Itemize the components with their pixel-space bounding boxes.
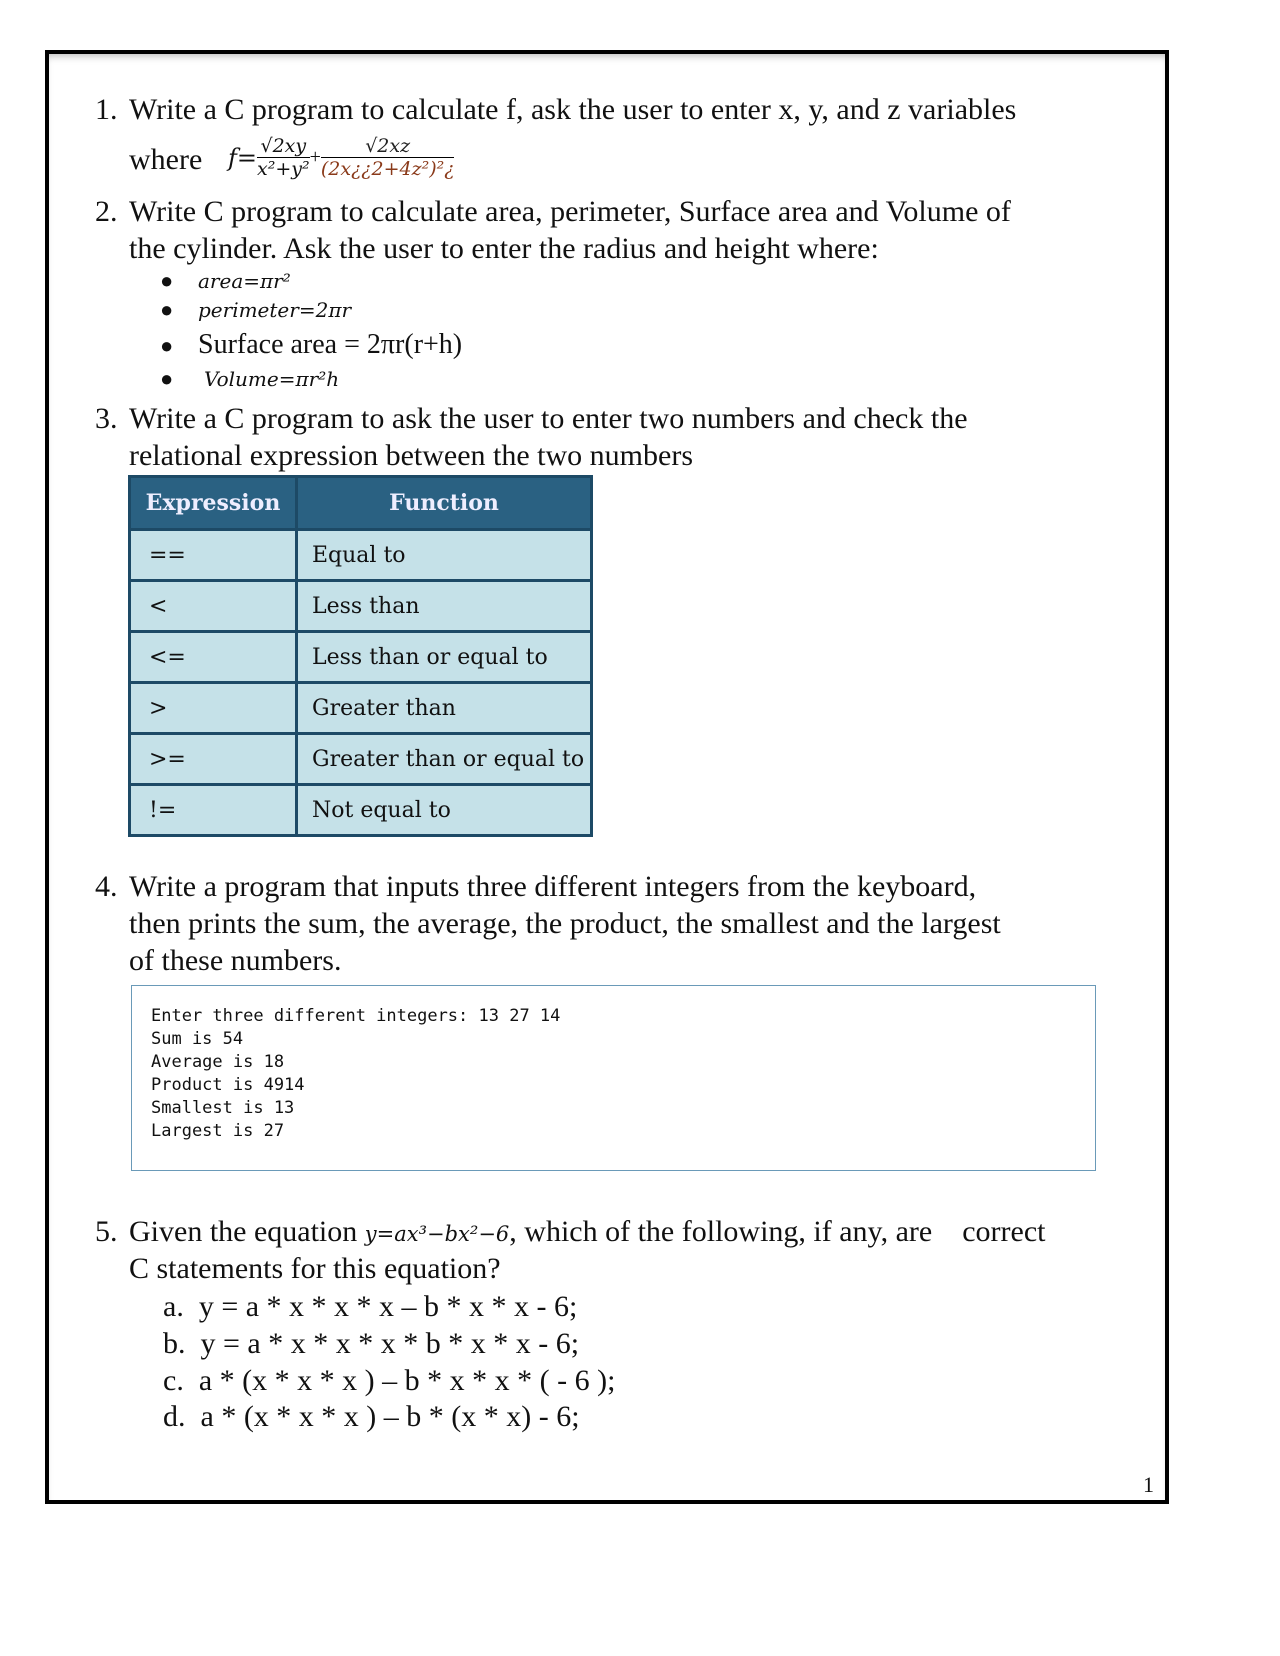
sample-output-box: [131, 985, 1096, 1171]
output-line: Product is 4914: [151, 1075, 305, 1095]
cell-expression: <: [130, 581, 297, 632]
table-row: [130, 632, 592, 683]
q1-formula: f= $\frac{√2xy}{\text{x²+y²}}$ + $\frac{√2xz}{\text{(2x¿¿2+4z²)²¿}}$: [228, 135, 455, 180]
option-d: d. a * (x * x * x ) – b * (x * x) - 6;: [163, 1400, 580, 1433]
cell-function: Less than or equal to: [297, 632, 592, 683]
q1-where: where: [129, 143, 203, 176]
option-c: c. a * (x * x * x ) – b * x * x * ( - 6 );: [163, 1364, 616, 1397]
cell-function: Not equal to: [297, 785, 592, 836]
output-line: Smallest is 13: [151, 1098, 295, 1118]
q3-line1: 3. Write a C program to ask the user to enter two numbers and check the: [95, 402, 968, 435]
output-line: Average is 18: [151, 1052, 285, 1072]
cell-function: Equal to: [297, 530, 592, 581]
q2-line1: 2. Write C program to calculate area, perimeter, Surface area and Volume of: [95, 195, 1011, 228]
cell-expression: >: [130, 683, 297, 734]
q2-bullets: ● area=πr² ● perimeter=2πr ● Surface area = 2πr(r+h) ● Volume=πr²h: [160, 268, 463, 391]
table-row: [130, 683, 592, 734]
relational-operators-table: [128, 475, 593, 837]
q1-line1: 1. Write a C program to calculate f, ask the user to enter x, y, and z variables: [95, 93, 1017, 126]
cell-function: Less than: [297, 581, 592, 632]
q5-line1: 5. Given the equation y=ax³−bx²−6, which of the following, if any, are correct: [95, 1215, 1046, 1248]
header-expression: Expression: [130, 477, 297, 530]
q4-line3: of these numbers.: [129, 944, 342, 977]
q4-line2: then prints the sum, the average, the product, the smallest and the largest: [129, 907, 1001, 940]
table-row: [130, 734, 592, 785]
option-a: a. y = a * x * x * x – b * x * x - 6;: [163, 1290, 578, 1323]
cell-expression: <=: [130, 632, 297, 683]
output-line: Largest is 27: [151, 1121, 285, 1141]
cell-expression: !=: [130, 785, 297, 836]
q3-line2: relational expression between the two numbers: [129, 439, 693, 472]
header-function: Function: [297, 477, 592, 530]
option-b: b. y = a * x * x * x * b * x * x - 6;: [163, 1327, 580, 1360]
output-line: Enter three different integers: 13 27 14: [151, 1006, 561, 1026]
table-header-row: [130, 477, 592, 530]
table-row: [130, 530, 592, 581]
cell-expression: >=: [130, 734, 297, 785]
cell-function: Greater than or equal to: [297, 734, 592, 785]
cell-function: Greater than: [297, 683, 592, 734]
q2-line2: the cylinder. Ask the user to enter the radius and height where:: [129, 232, 879, 265]
q5-line2: C statements for this equation?: [129, 1252, 501, 1285]
q4-line1: 4. Write a program that inputs three different integers from the keyboard,: [95, 870, 977, 903]
output-line: Sum is 54: [151, 1029, 244, 1049]
cell-expression: ==: [130, 530, 297, 581]
table-row: [130, 581, 592, 632]
table-row: [130, 785, 592, 836]
page-number: 1: [1143, 1472, 1154, 1497]
